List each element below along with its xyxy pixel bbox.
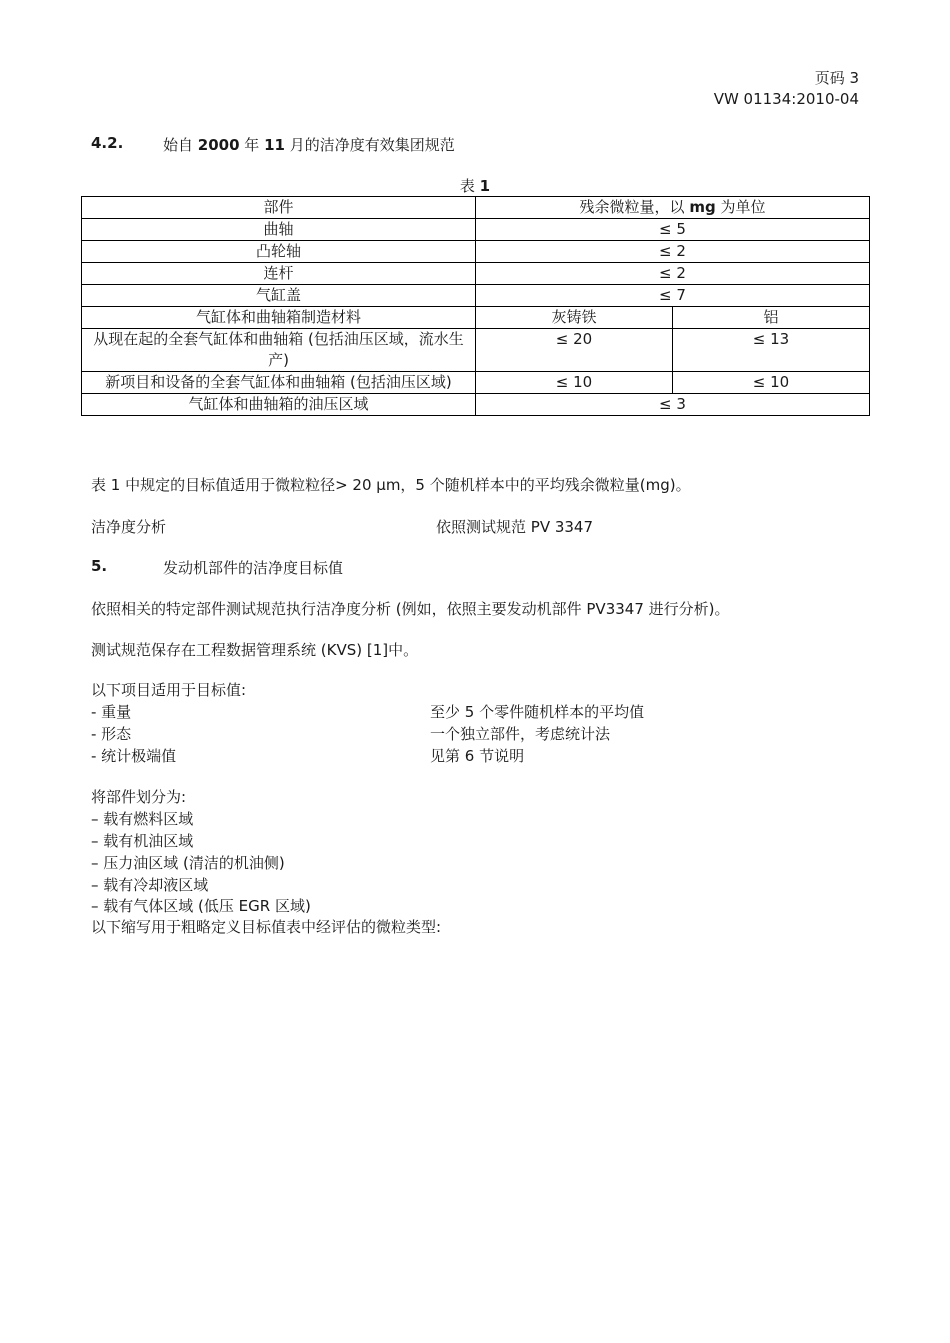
page-number: 页码 3 bbox=[814, 69, 859, 87]
table-row-material bbox=[82, 307, 870, 329]
table-header-row bbox=[82, 197, 870, 219]
table-header-residue: 残余微粒量，以 mg 为单位 bbox=[476, 197, 870, 219]
table-cell-value: ≤ 7 bbox=[476, 285, 870, 307]
table-cell-part: 凸轮轴 bbox=[82, 241, 476, 263]
table-header-part: 部件 bbox=[82, 197, 476, 219]
section-number: 5. bbox=[91, 557, 108, 575]
section-title: 始自 2000 年 11 月的洁净度有效集团规范 bbox=[163, 136, 455, 154]
table-row bbox=[82, 241, 870, 263]
list-item-label: - 重量 bbox=[91, 703, 132, 721]
analysis-label: 洁净度分析 bbox=[91, 518, 167, 536]
table-row bbox=[82, 329, 870, 372]
table-cell-gray-iron: 灰铸铁 bbox=[476, 307, 673, 329]
cleanliness-table bbox=[81, 196, 870, 416]
table-cell-value: ≤ 3 bbox=[476, 394, 870, 416]
table-row bbox=[82, 263, 870, 285]
table-cell-part: 气缸盖 bbox=[82, 285, 476, 307]
table-cell-part: 气缸体和曲轴箱制造材料 bbox=[82, 307, 476, 329]
table-caption: 表 1 bbox=[459, 177, 491, 195]
table-note: 表 1 中规定的目标值适用于微粒粒径> 20 µm，5 个随机样本中的平均残余微粒量(mg)。 bbox=[91, 476, 691, 494]
table-row bbox=[82, 219, 870, 241]
table-cell-aluminum: ≤ 10 bbox=[673, 372, 870, 394]
paragraph: 测试规范保存在工程数据管理系统 (KVS) [1]中。 bbox=[91, 641, 419, 659]
list-item: – 载有气体区域 (低压 EGR 区域) bbox=[91, 897, 311, 915]
list-item-desc: 一个独立部件，考虑统计法 bbox=[430, 725, 611, 743]
table-cell-gray-iron: ≤ 10 bbox=[476, 372, 673, 394]
table-cell-part: 新项目和设备的全套气缸体和曲轴箱 (包括油压区域) bbox=[82, 372, 476, 394]
table-row bbox=[82, 372, 870, 394]
analysis-value: 依照测试规范 PV 3347 bbox=[436, 518, 594, 536]
section-number: 4.2. bbox=[91, 134, 124, 152]
list-intro: 将部件划分为: bbox=[91, 788, 187, 806]
list-intro: 以下项目适用于目标值: bbox=[91, 681, 247, 699]
table-cell-part: 气缸体和曲轴箱的油压区域 bbox=[82, 394, 476, 416]
list-item-desc: 至少 5 个零件随机样本的平均值 bbox=[430, 703, 645, 721]
list-item: – 载有机油区域 bbox=[91, 832, 194, 850]
section-title: 发动机部件的洁净度目标值 bbox=[163, 559, 344, 577]
table-cell-value: ≤ 2 bbox=[476, 263, 870, 285]
table-cell-part: 从现在起的全套气缸体和曲轴箱 (包括油压区域，流水生产) bbox=[82, 329, 476, 372]
list-outro: 以下缩写用于粗略定义目标值表中经评估的微粒类型: bbox=[91, 918, 442, 936]
table-cell-value: ≤ 2 bbox=[476, 241, 870, 263]
table-cell-part: 曲轴 bbox=[82, 219, 476, 241]
list-item-label: - 形态 bbox=[91, 725, 132, 743]
list-item-label: - 统计极端值 bbox=[91, 747, 177, 765]
list-item: – 压力油区域 (清洁的机油侧) bbox=[91, 854, 285, 872]
table-cell-aluminum: 铝 bbox=[673, 307, 870, 329]
paragraph: 依照相关的特定部件测试规范执行洁净度分析 (例如，依照主要发动机部件 PV3347 进行分析)。 bbox=[91, 600, 730, 618]
table-cell-part: 连杆 bbox=[82, 263, 476, 285]
document-id: VW 01134:2010-04 bbox=[713, 90, 859, 108]
list-item: – 载有冷却液区域 bbox=[91, 876, 209, 894]
table-row bbox=[82, 394, 870, 416]
list-item: – 载有燃料区域 bbox=[91, 810, 194, 828]
table-row bbox=[82, 285, 870, 307]
table-cell-aluminum: ≤ 13 bbox=[673, 329, 870, 372]
list-item-desc: 见第 6 节说明 bbox=[430, 747, 525, 765]
table-cell-value: ≤ 5 bbox=[476, 219, 870, 241]
table-cell-gray-iron: ≤ 20 bbox=[476, 329, 673, 372]
